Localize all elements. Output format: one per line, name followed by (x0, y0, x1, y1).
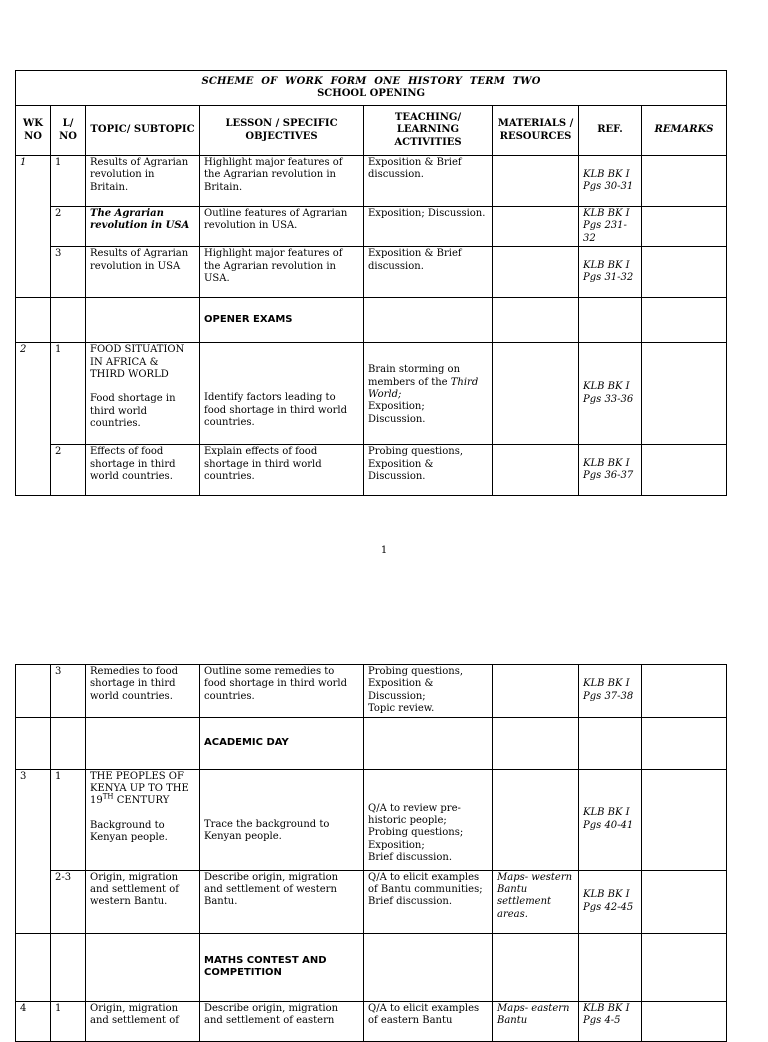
topic-heading: FOOD SITUATION IN AFRICA & THIRD WORLD (90, 344, 185, 381)
ref-cell: KLB BK I Pgs 231-32 (579, 207, 642, 247)
lesson-number: 2 (51, 207, 86, 247)
topic-cell: Results of Agrarian revolution in USA (86, 247, 200, 298)
objectives-cell: Highlight major features of the Agrarian revolution in USA. (200, 247, 364, 298)
activity-text-line: Brief discussion. (368, 852, 452, 864)
ref-cell: KLB BK I Pgs 30-31 (579, 156, 642, 207)
empty-cell (579, 298, 642, 343)
empty-cell (86, 298, 200, 343)
empty-cell (493, 933, 579, 1001)
table-row (16, 870, 727, 933)
activities-cell (364, 769, 493, 870)
scheme-title-line2: SCHOOL OPENING (317, 88, 425, 99)
materials-cell: Maps- eastern Bantu (493, 1001, 579, 1041)
header-topic: TOPIC/ SUBTOPIC (86, 106, 200, 156)
topic-heading-a: THE PEOPLES OF KENYA UP TO THE 19 (90, 770, 189, 807)
remarks-cell (642, 870, 727, 933)
subtopic: Background to Kenyan people. (90, 819, 168, 844)
table-row (16, 207, 727, 247)
topic-cell: Remedies to food shortage in third world countries. (86, 665, 200, 718)
topic-cell: Origin, migration and settlement of western Bantu. (86, 870, 200, 933)
table-row (16, 343, 727, 445)
remarks-cell (642, 769, 727, 870)
header-lesson: LESSON / SPECIFIC OBJECTIVES (200, 106, 364, 156)
activities-cell (364, 870, 493, 933)
week-number: 3 (16, 769, 51, 933)
ref-cell: KLB BK I Pgs 42-45 (579, 870, 642, 933)
activities-cell: Probing questions, Exposition & Discussion. (364, 445, 493, 496)
remarks-cell (642, 207, 727, 247)
ref-cell: KLB BK I Pgs 4-5 (579, 1001, 642, 1041)
objectives-cell: Outline features of Agrarian revolution in USA. (200, 207, 364, 247)
materials-cell (493, 343, 579, 445)
topic-cell: Results of Agrarian revolution in Britain. (86, 156, 200, 207)
activity-text-line: Discussion; (368, 690, 426, 702)
objectives-cell: Explain effects of food shortage in third world countries. (200, 445, 364, 496)
topic-heading (90, 771, 195, 808)
table-row (16, 769, 727, 870)
materials-cell: Maps- western Bantu settlement areas. (493, 870, 579, 933)
empty-cell (51, 717, 86, 769)
remarks-cell (642, 1001, 727, 1041)
objectives-cell (200, 769, 364, 870)
scheme-table-page-2 (15, 664, 727, 1042)
lesson-number: 1 (51, 769, 86, 870)
lesson-number: 1 (51, 156, 86, 207)
table-row (16, 1001, 727, 1041)
topic-cell (86, 343, 200, 445)
objective-text: Identify factors leading to food shortage in third world countries. (204, 392, 347, 429)
empty-cell (16, 717, 51, 769)
academic-day-label: ACADEMIC DAY (200, 717, 364, 769)
header-row (16, 106, 727, 156)
remarks-cell (642, 247, 727, 298)
opener-exams-label: OPENER EXAMS (200, 298, 364, 343)
activities-cell (364, 665, 493, 718)
header-materials: MATERIALS / RESOURCES (493, 106, 579, 156)
activities-cell: Exposition & Brief discussion. (364, 156, 493, 207)
activity-text-line: Exposition & (368, 678, 434, 690)
lesson-number: 3 (51, 247, 86, 298)
table-row (16, 445, 727, 496)
materials-cell (493, 207, 579, 247)
objective-text: Trace the background to Kenyan people. (204, 818, 330, 843)
materials-cell (493, 156, 579, 207)
subtopic: Food shortage in third world countries. (90, 393, 176, 430)
header-ref: REF. (579, 106, 642, 156)
topic-heading-sup: TH (102, 793, 114, 802)
activity-text (368, 364, 488, 401)
lesson-number: 2 (51, 445, 86, 496)
week-number: 1 (16, 156, 51, 298)
remarks-cell (642, 445, 727, 496)
activities-cell: Exposition; Discussion. (364, 207, 493, 247)
empty-cell (16, 665, 51, 718)
scheme-title (16, 71, 727, 106)
empty-cell (579, 717, 642, 769)
ref-cell: KLB BK I Pgs 33-36 (579, 343, 642, 445)
empty-cell (86, 717, 200, 769)
document-page-2 (0, 600, 768, 1027)
topic-cell: Origin, migration and settlement of (86, 1001, 200, 1041)
event-row-maths (16, 933, 727, 1001)
table-row (16, 665, 727, 718)
objectives-cell (200, 343, 364, 445)
empty-cell (16, 298, 51, 343)
empty-cell (51, 933, 86, 1001)
topic-cell: Effects of food shortage in third world countries. (86, 445, 200, 496)
materials-cell (493, 247, 579, 298)
activities-cell: Q/A to elicit examples of eastern Bantu (364, 1001, 493, 1041)
ref-cell: KLB BK I Pgs 37-38 (579, 665, 642, 718)
table-row (16, 247, 727, 298)
lesson-number: 3 (51, 665, 86, 718)
ref-cell: KLB BK I Pgs 36-37 (579, 445, 642, 496)
empty-cell (493, 298, 579, 343)
topic-cell: The Agrarian revolution in USA (86, 207, 200, 247)
lesson-number: 1 (51, 343, 86, 445)
empty-cell (579, 933, 642, 1001)
materials-cell (493, 665, 579, 718)
activity-text-italic: Third World; (368, 376, 479, 401)
empty-cell (86, 933, 200, 1001)
empty-cell (642, 933, 727, 1001)
header-wk: WK NO (16, 106, 51, 156)
activity-text-line: Probing questions; (368, 827, 464, 839)
table-row (16, 156, 727, 207)
activity-text-line: Q/A to elicit examples of Bantu communities; (368, 871, 483, 896)
week-number: 4 (16, 1001, 51, 1041)
event-row-opener (16, 298, 727, 343)
remarks-cell (642, 665, 727, 718)
objectives-cell: Highlight major features of the Agrarian revolution in Britain. (200, 156, 364, 207)
empty-cell (16, 933, 51, 1001)
lesson-number: 1 (51, 1001, 86, 1041)
lesson-number: 2-3 (51, 870, 86, 933)
ref-cell: KLB BK I Pgs 31-32 (579, 247, 642, 298)
ref-cell: KLB BK I Pgs 40-41 (579, 769, 642, 870)
topic-heading-b: CENTURY (113, 795, 170, 807)
empty-cell (364, 933, 493, 1001)
empty-cell (642, 717, 727, 769)
empty-cell (51, 298, 86, 343)
header-remarks: REMARKS (642, 106, 727, 156)
week-number: 2 (16, 343, 51, 496)
event-row-academic (16, 717, 727, 769)
activity-text-line: Topic review. (368, 703, 435, 715)
topic-cell (86, 769, 200, 870)
activity-text-line: Probing questions, (368, 666, 464, 677)
objectives-cell: Describe origin, migration and settlement of eastern (200, 1001, 364, 1041)
activity-text-line: Discussion. (368, 413, 426, 425)
empty-cell (364, 717, 493, 769)
header-teaching: TEACHING/ LEARNING ACTIVITIES (364, 106, 493, 156)
header-lno: L/ NO (51, 106, 86, 156)
page-number: 1 (380, 545, 388, 556)
remarks-cell (642, 343, 727, 445)
empty-cell (642, 298, 727, 343)
remarks-cell (642, 156, 727, 207)
objectives-cell: Describe origin, migration and settlement of western Bantu. (200, 870, 364, 933)
objectives-cell: Outline some remedies to food shortage in third world countries. (200, 665, 364, 718)
activities-cell: Exposition & Brief discussion. (364, 247, 493, 298)
empty-cell (493, 717, 579, 769)
activity-text-line: Exposition; (368, 839, 425, 851)
maths-contest-label: MATHS CONTEST AND COMPETITION (200, 933, 364, 1001)
activity-text-line: Exposition; (368, 401, 425, 413)
activity-text-line: Q/A to review pre-historic people; (368, 802, 461, 827)
activities-cell (364, 343, 493, 445)
activity-text-pre: Brain storming on members of the (368, 364, 461, 388)
materials-cell (493, 769, 579, 870)
scheme-table-page-1 (15, 70, 727, 496)
materials-cell (493, 445, 579, 496)
activity-text-line: Brief discussion. (368, 896, 452, 908)
scheme-title-line1: SCHEME OF WORK FORM ONE HISTORY TERM TWO (201, 75, 541, 87)
empty-cell (364, 298, 493, 343)
